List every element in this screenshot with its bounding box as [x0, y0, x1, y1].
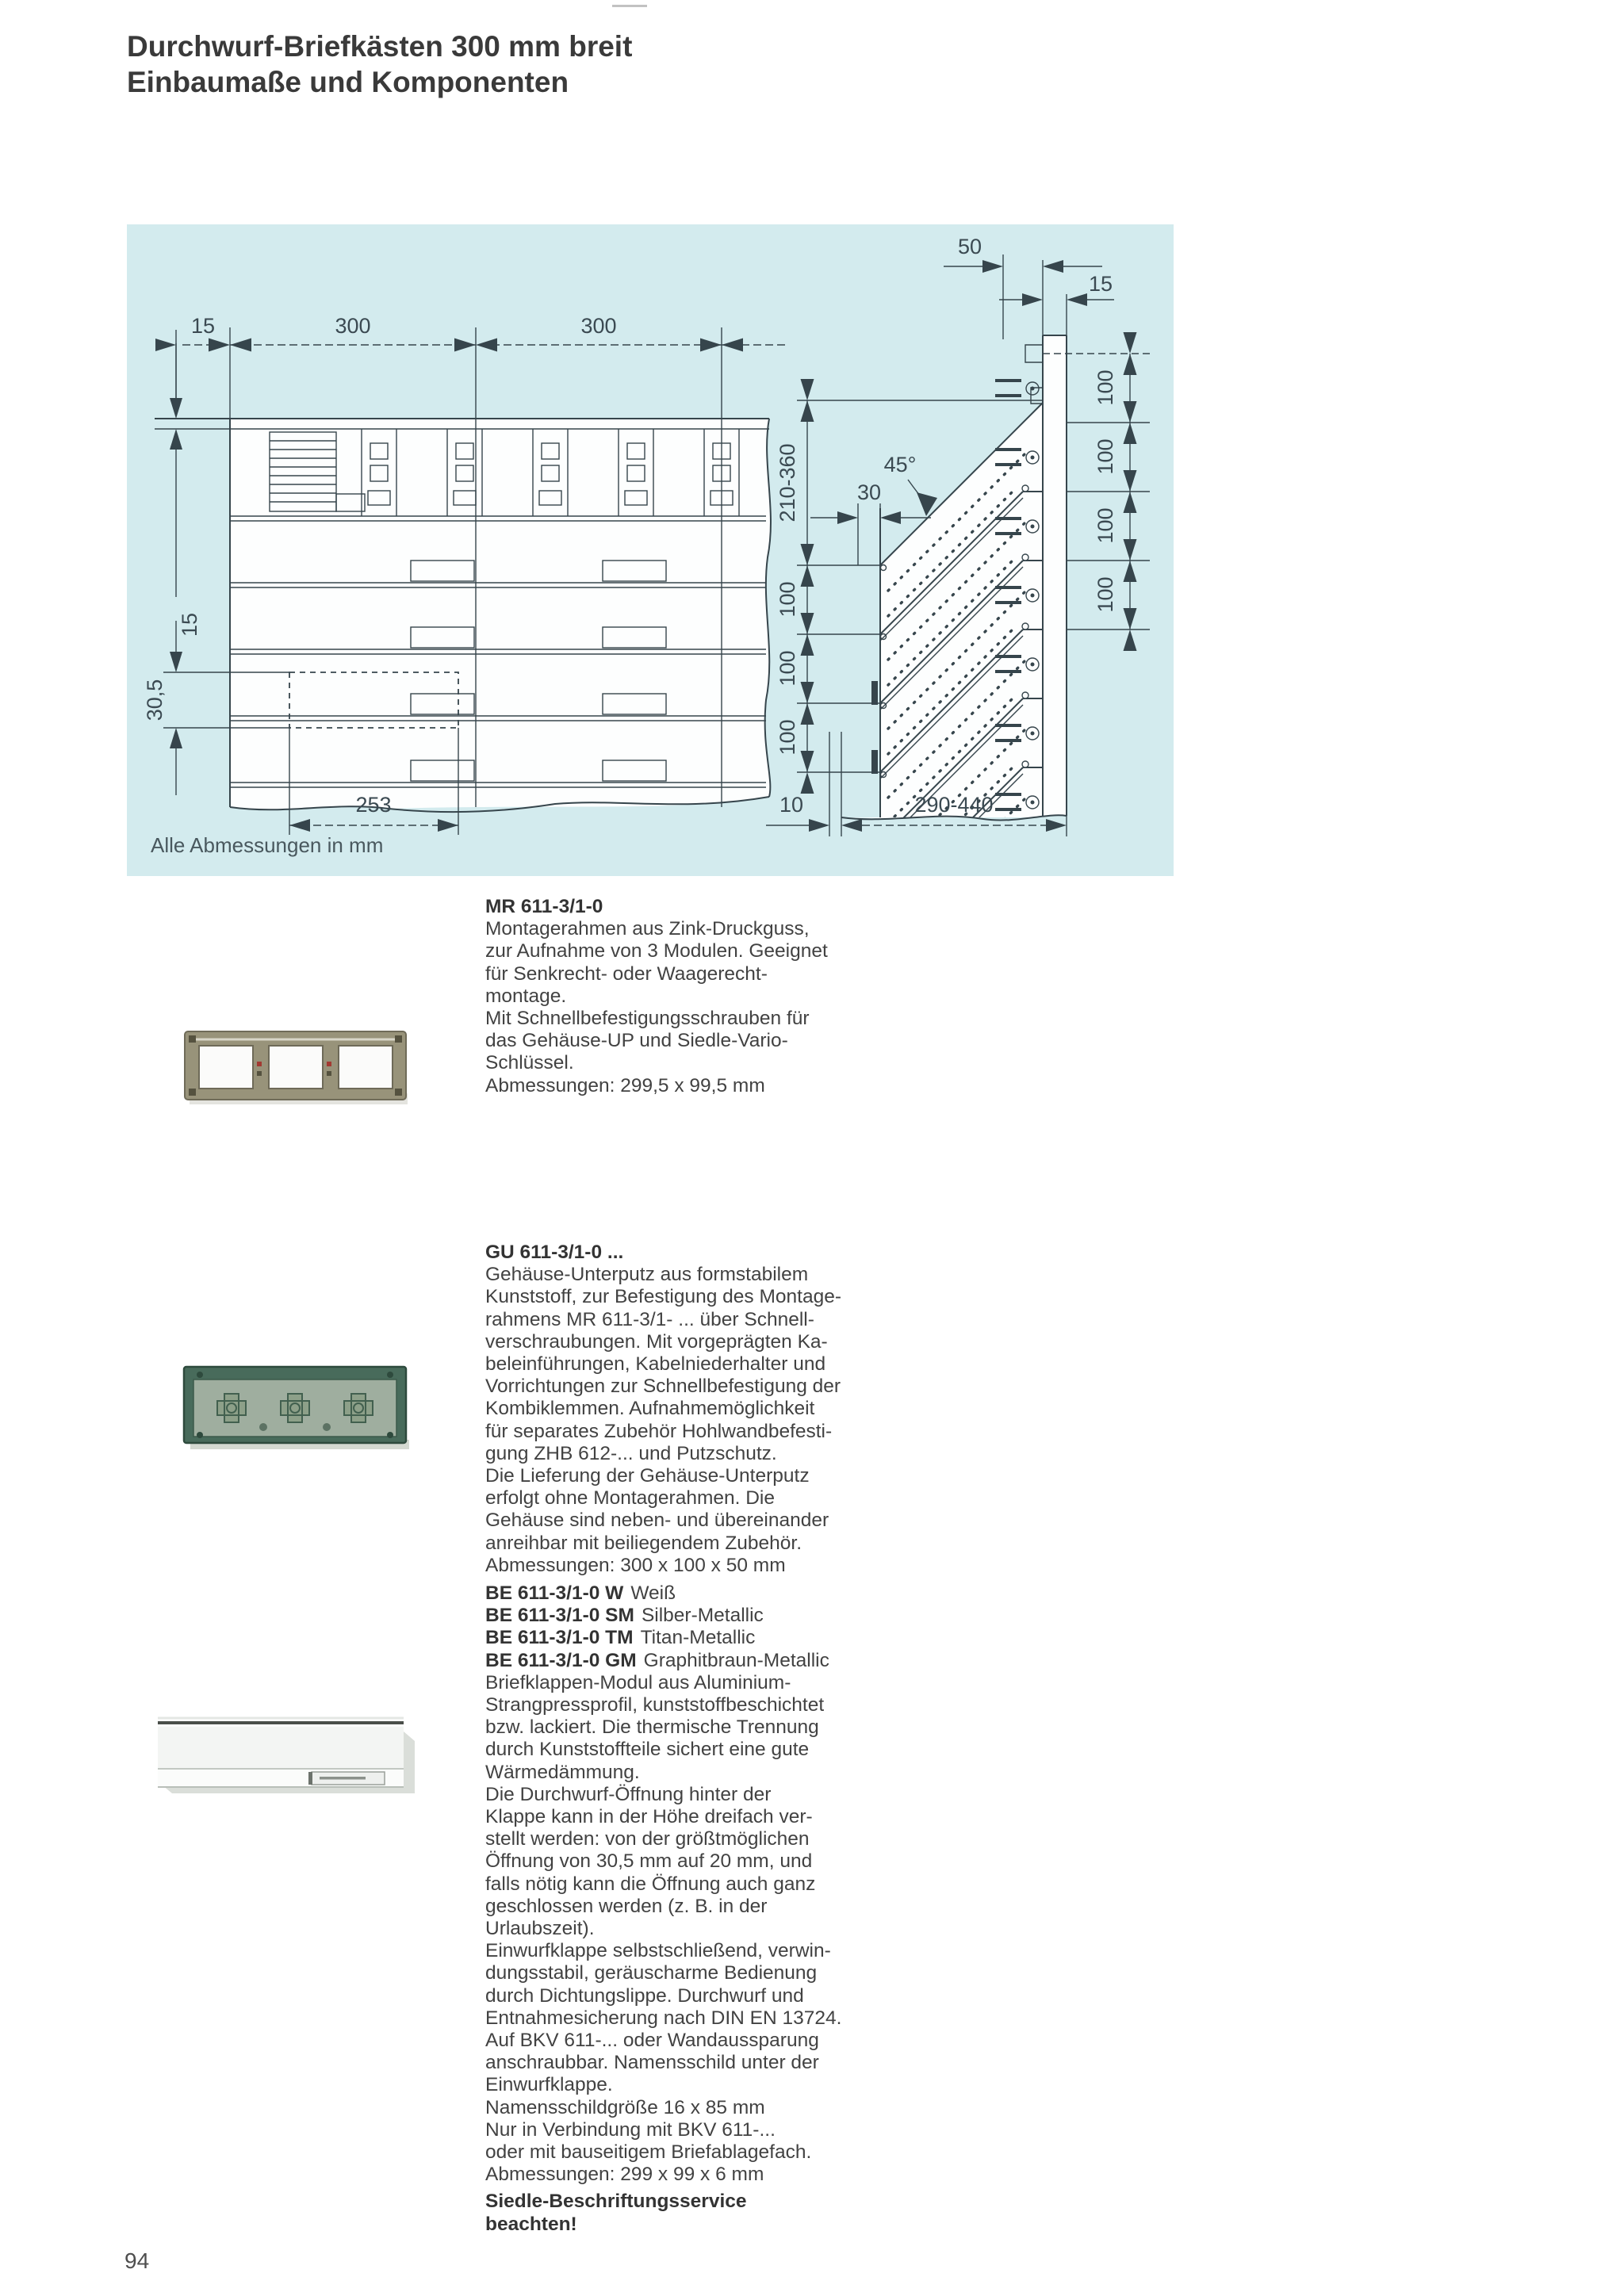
- page-title: [127, 29, 632, 100]
- dim-section-depth-range: 290-440: [914, 793, 994, 817]
- description-line: erfolgt ohne Montagerahmen. Die: [485, 1487, 775, 1510]
- variant-code: BE 611-3/1-0 W: [485, 1582, 624, 1604]
- dim-section-left-100c: 100: [776, 719, 799, 756]
- description-line: für Senkrecht- oder Waagerecht-: [485, 962, 768, 985]
- dim-section-depth50: 50: [957, 235, 982, 258]
- dim-front-slot-height: 30,5: [143, 679, 167, 721]
- product-block-mr: [485, 896, 891, 1097]
- description-line: Schlüssel.: [485, 1052, 574, 1074]
- page-title-line1: Durchwurf-Briefkästen 300 mm breit: [127, 30, 633, 63]
- description-line: Entnahmesicherung nach DIN EN 13724.: [485, 2007, 842, 2029]
- dim-front-cutout-width: 253: [355, 793, 392, 817]
- description-line: Gehäuse-Unterputz aus formstabilem: [485, 1264, 809, 1286]
- description-line: Öffnung von 30,5 mm auf 20 mm, und: [485, 1850, 813, 1873]
- dim-section-left-100a: 100: [776, 581, 799, 618]
- product-description-gu: [485, 1264, 891, 1577]
- variant-code: BE 611-3/1-0 SM: [485, 1605, 634, 1627]
- description-line: Die Lieferung der Gehäuse-Unterputz: [485, 1465, 810, 1487]
- description-line: Kombiklemmen. Aufnahmemöglichkeit: [485, 1398, 815, 1420]
- product-variants-be: [485, 1582, 891, 1672]
- description-line: Die Durchwurf-Öffnung hinter der: [485, 1783, 772, 1805]
- labelling-service-note-line1: Siedle-Beschriftungsservice: [485, 2191, 747, 2212]
- variant-finish: Titan-Metallic: [640, 1627, 756, 1649]
- description-line: Strangpressprofil, kunststoffbeschichtet: [485, 1694, 825, 1716]
- description-line: falls nötig kann die Öffnung auch ganz: [485, 1873, 816, 1895]
- description-line: Gehäuse sind neben- und übereinander: [485, 1510, 829, 1532]
- dim-front-top-strip: 15: [178, 612, 201, 637]
- front-view-drawing: [143, 314, 785, 835]
- description-line: geschlossen werden (z. B. in der: [485, 1895, 768, 1917]
- description-line: durch Dichtungslippe. Durchwurf und: [485, 1984, 804, 2007]
- description-line: Vorrichtungen zur Schnellbefestigung der: [485, 1376, 841, 1398]
- variant-line: [485, 1650, 891, 1672]
- description-line: Kunststoff, zur Befestigung des Montage-: [485, 1286, 841, 1308]
- description-line: Montagerahmen aus Zink-Druckguss,: [485, 918, 810, 940]
- variant-finish: Graphitbraun-Metallic: [643, 1649, 829, 1671]
- description-line: Briefklappen-Modul aus Aluminium-: [485, 1671, 791, 1693]
- dim-front-left-margin: 15: [190, 314, 216, 338]
- variant-line: [485, 1605, 891, 1627]
- description-line: oder mit bauseitigem Briefablagefach.: [485, 2141, 812, 2164]
- product-code-gu: GU 611-3/1-0 ...: [485, 1242, 624, 1263]
- description-line: das Gehäuse-UP und Siedle-Vario-: [485, 1030, 788, 1052]
- page-number: 94: [124, 2248, 150, 2273]
- variant-line: [485, 1582, 891, 1605]
- variant-line: [485, 1627, 891, 1649]
- description-line: Klappe kann in der Höhe dreifach ver-: [485, 1806, 813, 1828]
- labelling-service-note: [485, 2190, 747, 2236]
- page-title-line2: Einbaumaße und Komponenten: [127, 66, 569, 98]
- dim-front-module1: 300: [335, 314, 371, 338]
- variant-code: BE 611-3/1-0 GM: [485, 1649, 637, 1671]
- description-line: Nur in Verbindung mit BKV 611-...: [485, 2118, 776, 2141]
- dimension-note: Alle Abmessungen in mm: [151, 833, 384, 857]
- product-block-gu: [485, 1242, 891, 1577]
- product-photo-flush-housing: [176, 1357, 414, 1458]
- section-view-drawing: [766, 235, 1150, 876]
- product-block-be: [485, 1582, 891, 2186]
- description-line: Mit Schnellbefestigungsschrauben für: [485, 1008, 810, 1030]
- description-line: Urlaubszeit).: [485, 1918, 595, 1940]
- dim-section-offset30: 30: [856, 480, 882, 504]
- description-line: gung ZHB 612-... und Putzschutz.: [485, 1442, 777, 1464]
- description-line: Abmessungen: 299,5 x 99,5 mm: [485, 1074, 765, 1096]
- print-registration-mark: [612, 5, 647, 7]
- variant-finish: Weiß: [630, 1582, 676, 1604]
- description-line: Abmessungen: 299 x 99 x 6 mm: [485, 2164, 764, 2186]
- description-line: Einwurfklappe.: [485, 2074, 613, 2096]
- dim-section-angle: 45°: [883, 453, 917, 476]
- description-line: anreihbar mit beiliegendem Zubehör.: [485, 1532, 802, 1554]
- variant-finish: Silber-Metallic: [641, 1605, 764, 1627]
- product-photo-flap-module: [153, 1693, 419, 1804]
- description-line: bzw. lackiert. Die thermische Trennung: [485, 1716, 819, 1739]
- description-line: rahmens MR 611-3/1- ... über Schnell-: [485, 1308, 814, 1330]
- dim-section-right-100c: 100: [1094, 507, 1117, 544]
- description-line: Auf BKV 611-... oder Wandaussparung: [485, 2030, 819, 2052]
- dim-section-height-range: 210-360: [776, 443, 799, 522]
- dim-section-gap10: 10: [779, 793, 804, 817]
- product-description-mr: [485, 918, 891, 1097]
- description-line: anschraubbar. Namensschild unter der: [485, 2052, 819, 2074]
- product-description-be: [485, 1672, 891, 2187]
- product-code-mr: MR 611-3/1-0: [485, 896, 603, 917]
- description-line: zur Aufnahme von 3 Modulen. Geeignet: [485, 940, 828, 962]
- description-line: Wärmedämmung.: [485, 1761, 640, 1783]
- description-line: für separates Zubehör Hohlwandbefesti-: [485, 1420, 833, 1442]
- installation-drawing: [127, 224, 1174, 876]
- description-line: stellt werden: von der größtmöglichen: [485, 1828, 810, 1850]
- product-photo-mounting-frame: [178, 1017, 412, 1115]
- description-line: Abmessungen: 300 x 100 x 50 mm: [485, 1554, 786, 1576]
- description-line: dungsstabil, geräuscharme Bedienung: [485, 1962, 818, 1984]
- dim-section-wall15: 15: [1088, 272, 1113, 296]
- dim-section-right-100b: 100: [1094, 438, 1117, 475]
- description-line: beleinführungen, Kabelniederhalter und: [485, 1353, 826, 1376]
- description-line: montage.: [485, 985, 567, 1007]
- variant-code: BE 611-3/1-0 TM: [485, 1627, 634, 1649]
- dim-front-module2: 300: [580, 314, 617, 338]
- labelling-service-note-line2: beachten!: [485, 2214, 577, 2235]
- description-line: Einwurfklappe selbstschließend, verwin-: [485, 1940, 831, 1962]
- dim-section-right-100a: 100: [1094, 369, 1117, 406]
- dim-section-left-100b: 100: [776, 650, 799, 687]
- dimension-drawing-panel: [127, 224, 1174, 876]
- description-line: verschraubungen. Mit vorgeprägten Ka-: [485, 1330, 828, 1353]
- description-line: durch Kunststoffteile sichert eine gute: [485, 1739, 810, 1761]
- description-line: Namensschildgröße 16 x 85 mm: [485, 2096, 765, 2118]
- dim-section-right-100d: 100: [1094, 576, 1117, 613]
